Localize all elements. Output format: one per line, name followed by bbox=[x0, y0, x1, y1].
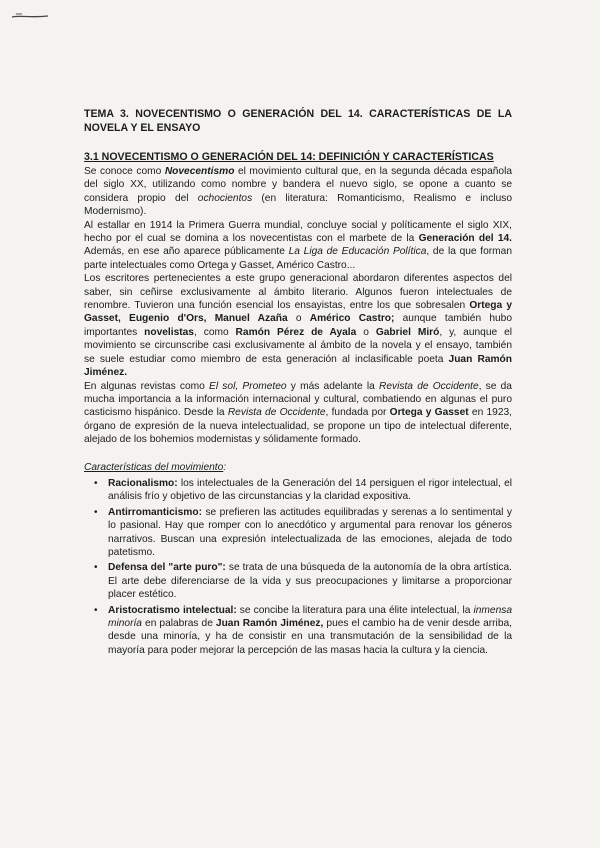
text-run: Américo Castro; bbox=[309, 313, 395, 325]
text-run: Antirromanticismo: bbox=[108, 506, 202, 518]
text-run: se concibe la literatura para una élite intelectual, la bbox=[236, 604, 474, 616]
text-run: aunque también hubo importantes bbox=[84, 313, 512, 338]
text-run: ochocientos bbox=[197, 192, 253, 204]
paragraph-list bbox=[84, 165, 512, 447]
features-heading-text: Características del movimiento bbox=[84, 461, 224, 473]
text-run: los intelectuales de la Generación del 14 persiguen el rigor intelectual, el análisis frío y objetivo de las circunstancias y la claridad expositiva. bbox=[108, 477, 512, 503]
text-run: el movimiento cultural que, en la segunda década española del siglo XX, utilizando como nombre y bandera el nuevo siglo, se opone a cuanto se considera propio del bbox=[84, 166, 512, 204]
text-run: Defensa del "arte puro": bbox=[108, 562, 226, 574]
feature-text bbox=[108, 507, 512, 558]
features-heading bbox=[84, 461, 512, 474]
text-run: o bbox=[356, 326, 376, 338]
text-run: Juan Ramón Jiménez, bbox=[215, 618, 324, 629]
text-run: Ortega y Gasset, Eugenio d'Ors, Manuel Azaña bbox=[84, 300, 512, 325]
paragraph bbox=[84, 165, 512, 219]
text-run: (en literatura: Romanticismo, Realismo e incluso Modernismo). bbox=[84, 192, 512, 218]
paragraph bbox=[84, 219, 512, 273]
text-run: Racionalismo: bbox=[108, 477, 178, 489]
text-run: inmensa minoría bbox=[108, 604, 513, 629]
paragraph bbox=[84, 380, 512, 447]
section-heading: 3.1 NOVECENTISMO O GENERACIÓN DEL 14: DEFINICIÓN Y CARACTERÍSTICAS bbox=[84, 151, 494, 163]
feature-item bbox=[94, 506, 512, 560]
feature-text bbox=[108, 605, 512, 656]
text-run: Novecentismo bbox=[164, 166, 235, 177]
text-run: Generación del 14. bbox=[418, 233, 513, 245]
text-run: , y, aunque el movimiento se circunscribe casi exclusivamente al ámbito de la novela y el ensayo, también se suele estudiar como miembro de esta generación al inclasificable poeta bbox=[84, 326, 512, 365]
text-run: pues el cambio ha de venir desde arriba, desde una minoría, y ha de consistir en una transmutación de la sensibilidad de la mayoría para poder mejorar la percepción de las masas hacia la cultura y la ciencia. bbox=[108, 618, 512, 656]
document-page bbox=[84, 108, 512, 659]
text-run: , de la que forman parte intelectuales como Ortega y Gasset, Américo Castro... bbox=[84, 246, 513, 271]
feature-text bbox=[108, 562, 512, 600]
text-run: En algunas revistas como bbox=[84, 380, 210, 392]
text-run: en palabras de bbox=[141, 618, 216, 629]
text-run: y más adelante la bbox=[286, 380, 379, 392]
scan-mark-icon bbox=[10, 12, 50, 20]
bullet-icon: • bbox=[94, 604, 98, 616]
bullet-icon: • bbox=[94, 562, 98, 574]
paragraph bbox=[84, 272, 512, 379]
text-run: Ramón Pérez de Ayala bbox=[235, 326, 357, 338]
text-run: , fundada por bbox=[325, 407, 390, 419]
text-run: Aristocratismo intelectual: bbox=[108, 604, 237, 616]
feature-item bbox=[94, 477, 512, 504]
text-run: La Liga de Educación Política bbox=[288, 246, 427, 258]
text-run: , como bbox=[193, 326, 236, 338]
text-run: se prefieren las actitudes equilibradas y serenas a lo sentimental y lo pasional. Hay que romper con lo anecdótico y argumental para renovar los géneros narrativos. Buscan una expresión intelectualizada de las emociones, alejada de todo patetismo. bbox=[108, 506, 512, 558]
text-run: Gabriel Miró bbox=[375, 326, 440, 338]
bullet-icon: • bbox=[94, 506, 98, 518]
features-list bbox=[84, 477, 512, 657]
feature-text bbox=[108, 478, 512, 502]
feature-item bbox=[94, 561, 512, 601]
text-run: El sol, Prometeo bbox=[209, 380, 287, 392]
feature-item bbox=[94, 604, 513, 658]
text-run: se trata de una búsqueda de la autonomía de la obra artística. El arte debe diferenciarse de la vida y sus preocupaciones y limitarse a proporcionar placer estético. bbox=[108, 562, 512, 601]
text-run: Se conoce como bbox=[84, 166, 165, 177]
text-run: Además, en ese año aparece públicamente bbox=[84, 246, 289, 258]
text-run: Ortega y Gasset bbox=[389, 407, 469, 419]
text-run: Revista de Occidente bbox=[227, 407, 326, 419]
text-run: Revista de Occidente bbox=[379, 380, 479, 392]
text-run: novelistas bbox=[144, 326, 194, 338]
text-run: Al estallar en 1914 la Primera Guerra mundial, concluye social y políticamente el siglo XIX, hecho por el cual se domina a los novecentistas con el marbete de la bbox=[84, 219, 512, 245]
bullet-icon: • bbox=[94, 477, 98, 489]
document-title: TEMA 3. NOVECENTISMO O GENERACIÓN DEL 14. CARACTERÍSTICAS DE LA NOVELA Y EL ENSAYO bbox=[84, 108, 512, 134]
features-heading-colon: : bbox=[223, 461, 227, 473]
text-run: o bbox=[287, 313, 310, 325]
text-run: en 1923, órgano de expresión de la nueva intelectualidad, se propone un tipo de intelectual diferente, alejado de los bohemios modernistas y sólidamente formado. bbox=[84, 407, 512, 446]
text-run: Juan Ramón Jiménez. bbox=[84, 353, 512, 379]
text-run: , se da mucha importancia a la información internacional y cultural, combatiendo en algunas el puro casticismo hispánico. Desde la bbox=[84, 380, 512, 419]
text-run: Los escritores pertenecientes a este grupo generacional abordaron diferentes aspectos del saber, sin ceñirse exclusivamente al ámbito literario. Algunos fueron intelectuales de renombre. Tuvieron una función esencial los ensayistas, entre los que sobresalen bbox=[84, 273, 512, 312]
